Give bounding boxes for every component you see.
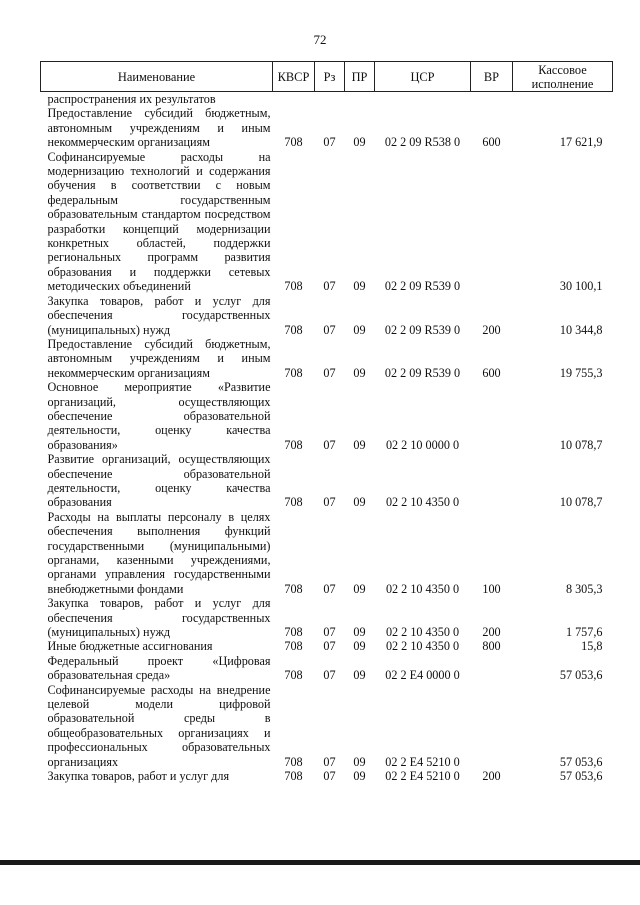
row-pr: 09	[353, 581, 366, 596]
row-pr: 09	[353, 437, 366, 452]
table-body	[41, 92, 613, 784]
table-row	[41, 452, 613, 510]
table-row	[41, 769, 613, 783]
budget-table	[40, 61, 613, 784]
row-rz: 07	[323, 279, 336, 294]
row-pr: 09	[353, 639, 366, 654]
row-rz: 07	[323, 495, 336, 510]
row-amount	[513, 92, 613, 107]
row-rz: 07	[323, 754, 336, 769]
row-amount: 1 757,6	[565, 625, 603, 640]
row-vr: 600	[482, 135, 501, 150]
row-csr: 02 2 10 4350 0	[385, 581, 460, 596]
row-pr: 09	[353, 754, 366, 769]
row-name: Предоставление субсидий бюджетным, автономным учреждениям и иным некоммерческим организациям	[47, 336, 271, 380]
row-vr	[471, 150, 513, 294]
header-kvsr: КВСР	[273, 62, 315, 92]
row-vr: 100	[482, 581, 501, 596]
page-number: 72	[313, 32, 327, 47]
row-kvsr: 708	[284, 437, 303, 452]
row-pr: 09	[353, 322, 366, 337]
row-kvsr: 708	[284, 668, 303, 683]
row-amount: 10 344,8	[559, 322, 603, 337]
row-kvsr: 708	[284, 581, 303, 596]
header-rz: Рз	[315, 62, 345, 92]
row-vr	[471, 92, 513, 107]
row-name: Развитие организаций, осуществляющих обеспечение образовательной деятельности, оценку качества образования	[47, 452, 271, 510]
header-pr: ПР	[345, 62, 375, 92]
row-vr: 200	[482, 322, 501, 337]
scan-edge-divider	[0, 860, 640, 865]
row-rz: 07	[323, 135, 336, 150]
row-amount: 17 621,9	[559, 135, 603, 150]
table-row	[41, 337, 613, 380]
row-kvsr: 708	[284, 495, 303, 510]
row-pr: 09	[353, 495, 366, 510]
row-rz: 07	[323, 365, 336, 380]
row-kvsr: 708	[284, 365, 303, 380]
row-pr	[345, 92, 375, 107]
row-pr: 09	[353, 668, 366, 683]
table-row	[41, 639, 613, 653]
table-row	[41, 654, 613, 683]
table-row	[41, 106, 613, 149]
row-amount: 57 053,6	[559, 754, 603, 769]
row-name: Расходы на выплаты персоналу в целях обеспечения выполнения функций государственными (муниципальными) органами, казенными учреждениями, органами управления государственными внебюджетными фондами	[47, 509, 271, 596]
header-amount: Кассовое исполнение	[513, 62, 613, 92]
row-kvsr: 708	[284, 754, 303, 769]
row-rz: 07	[323, 581, 336, 596]
row-csr: 02 2 10 4350 0	[385, 495, 460, 510]
table-header	[41, 62, 613, 92]
row-rz: 07	[323, 668, 336, 683]
row-csr	[375, 92, 471, 107]
header-vr: ВР	[471, 62, 513, 92]
row-vr: 800	[482, 639, 501, 654]
table-row	[41, 294, 613, 337]
row-pr: 09	[353, 279, 366, 294]
row-name: Софинансируемые расходы на модернизацию технологий и содержания обучения в соответствии с новым федеральным государственным образовательным стандартом посредством разработки концепций модернизации конкретных областей, поддержки региональных программ развития образования и поддержки сетевых методических объединений	[47, 149, 271, 294]
row-kvsr: 708	[284, 625, 303, 640]
row-csr: 02 2 09 R538 0	[384, 135, 461, 150]
row-name: Софинансируемые расходы на внедрение целевой модели цифровой образовательной среды в общеобразовательных организациях и профессиональных образовательных организациях	[47, 682, 271, 769]
row-rz: 07	[323, 625, 336, 640]
row-name: Федеральный проект «Цифровая образовательная среда»	[47, 653, 271, 683]
row-csr: 02 2 E4 5210 0	[385, 754, 460, 769]
row-vr	[471, 654, 513, 683]
row-vr: 600	[482, 365, 501, 380]
row-amount: 8 305,3	[565, 581, 603, 596]
row-name: Предоставление субсидий бюджетным, автономным учреждениям и иным некоммерческим организациям	[47, 106, 271, 150]
row-pr: 09	[353, 365, 366, 380]
row-vr: 200	[482, 625, 501, 640]
row-csr: 02 2 10 4350 0	[385, 625, 460, 640]
row-name: Закупка товаров, работ и услуг для обеспечения государственных (муниципальных) нужд	[47, 596, 271, 640]
table-row	[41, 380, 613, 452]
row-csr: 02 2 09 R539 0	[384, 365, 461, 380]
table-row	[41, 92, 613, 107]
row-vr	[471, 683, 513, 769]
row-rz: 07	[323, 639, 336, 654]
row-vr: 200	[482, 769, 501, 784]
row-pr: 09	[353, 625, 366, 640]
row-amount: 10 078,7	[559, 495, 603, 510]
row-amount: 15,8	[581, 639, 603, 654]
table-row	[41, 150, 613, 294]
row-csr: 02 2 09 R539 0	[384, 279, 461, 294]
row-csr: 02 2 09 R539 0	[384, 322, 461, 337]
row-kvsr: 708	[284, 322, 303, 337]
header-csr: ЦСР	[375, 62, 471, 92]
row-rz	[315, 92, 345, 107]
row-pr: 09	[353, 769, 366, 784]
row-amount: 10 078,7	[559, 437, 603, 452]
row-kvsr: 708	[284, 279, 303, 294]
row-name: Иные бюджетные ассигнования	[47, 639, 213, 654]
row-csr: 02 2 10 0000 0	[385, 437, 460, 452]
row-kvsr: 708	[284, 135, 303, 150]
row-amount: 57 053,6	[559, 668, 603, 683]
row-kvsr: 708	[284, 639, 303, 654]
row-rz: 07	[323, 322, 336, 337]
row-amount: 30 100,1	[559, 279, 603, 294]
row-csr: 02 2 E4 5210 0	[385, 769, 460, 784]
row-vr	[471, 380, 513, 452]
row-vr	[471, 452, 513, 510]
header-name: Наименование	[41, 62, 273, 92]
row-kvsr: 708	[284, 769, 303, 784]
row-amount: 19 755,3	[559, 365, 603, 380]
table-row	[41, 510, 613, 596]
row-pr: 09	[353, 135, 366, 150]
row-name: распространения их результатов	[47, 92, 216, 106]
row-kvsr	[273, 92, 315, 107]
row-csr: 02 2 E4 0000 0	[385, 668, 460, 683]
row-amount: 57 053,6	[559, 769, 603, 784]
table-row	[41, 683, 613, 769]
row-name: Основное мероприятие «Развитие организаций, осуществляющих обеспечение образовательной деятельности, оценку качества образования»	[47, 380, 271, 452]
row-rz: 07	[323, 437, 336, 452]
row-csr: 02 2 10 4350 0	[385, 639, 460, 654]
row-rz: 07	[323, 769, 336, 784]
row-name: Закупка товаров, работ и услуг для	[47, 769, 230, 784]
row-name: Закупка товаров, работ и услуг для обеспечения государственных (муниципальных) нужд	[47, 293, 271, 337]
table-row	[41, 596, 613, 639]
